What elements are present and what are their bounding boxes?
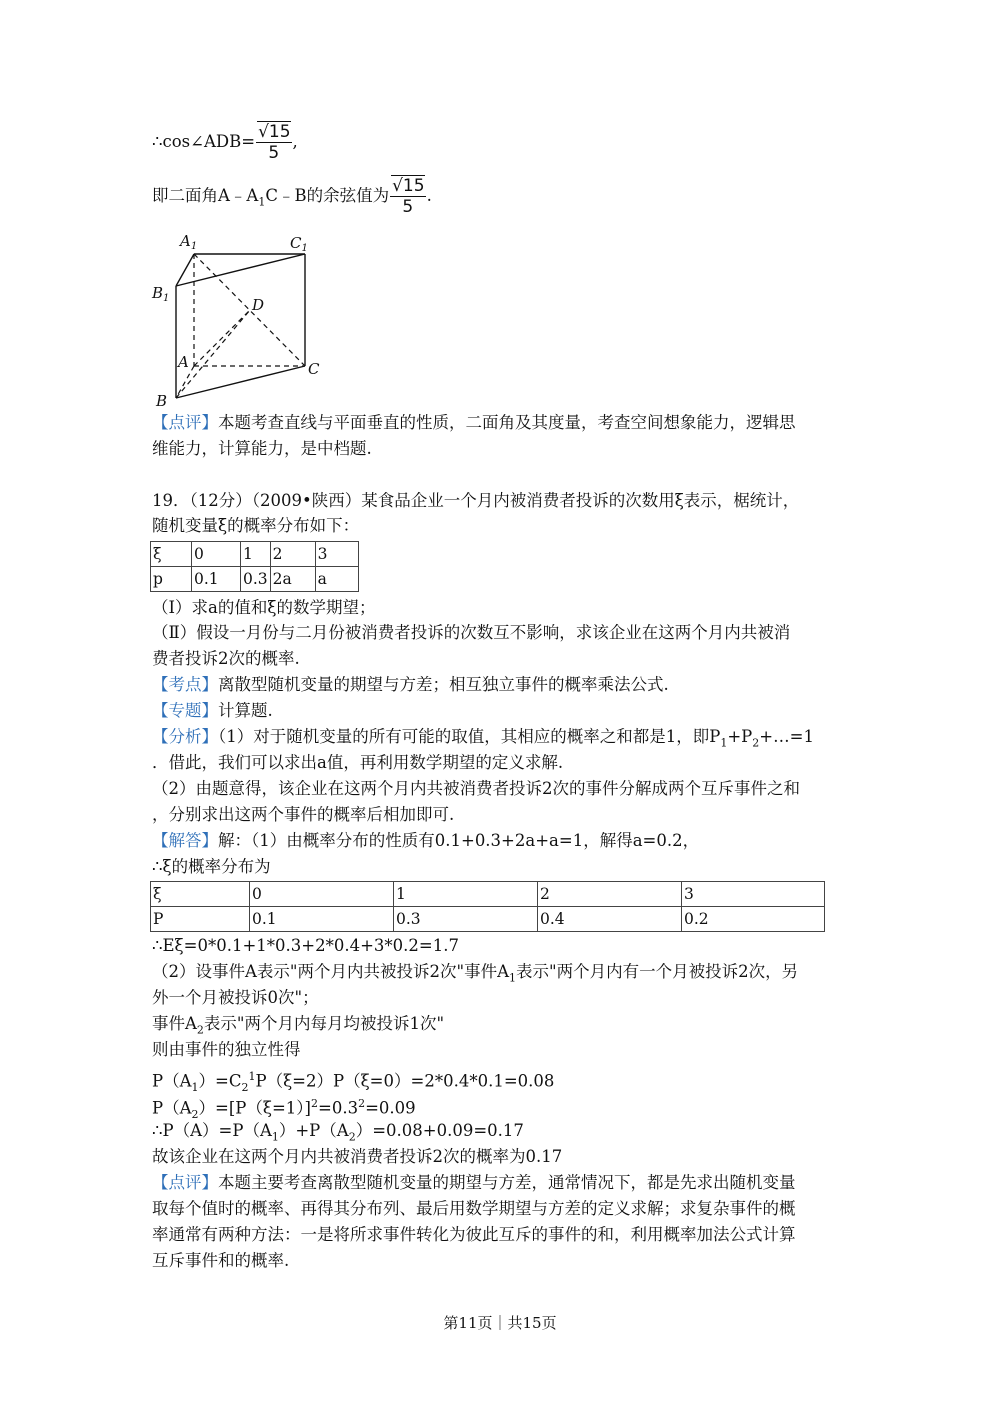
subscript: 2 — [752, 736, 760, 750]
fenxi-text: +…=1 — [759, 727, 814, 746]
independence-line: 则由事件的独立性得 — [152, 1040, 301, 1059]
jieda-line-1 — [152, 830, 699, 852]
fraction-denominator: 5 — [402, 197, 414, 217]
jieda-text: ∴P（A）=P（A — [152, 1121, 272, 1140]
edge-b1-c1 — [176, 254, 305, 286]
fenxi-line-4: ，分别求出这两个事件的概率后相加即可. — [152, 805, 455, 824]
label-sub: 1 — [190, 241, 198, 252]
subscript: 1 — [720, 736, 728, 750]
table-row — [151, 567, 359, 592]
fenxi-line-1 — [152, 726, 814, 754]
comma: , — [292, 132, 298, 151]
dihedral-mid: C﹣B的余弦值为 — [265, 186, 390, 205]
sqrt15-over-5-fraction — [256, 122, 291, 163]
jieda-text: ）=0.08+0.09=0.17 — [355, 1121, 524, 1140]
subscript: 2 — [196, 1023, 204, 1037]
jieda-tag: 【解答】 — [152, 831, 218, 850]
cos-prefix: ∴cos∠ADB= — [152, 132, 256, 151]
table-cell: 1 — [241, 542, 271, 567]
part2-line-2: 外一个月被投诉0次"； — [152, 988, 319, 1007]
table-row — [151, 907, 825, 932]
jieda-text: ）+P（A — [278, 1121, 349, 1140]
fraction-numerator: √15 — [258, 122, 291, 142]
superscript: 1 — [248, 1070, 256, 1083]
table-cell: 0.4 — [538, 907, 682, 932]
pa-line — [152, 1120, 524, 1148]
superscript: 2 — [311, 1097, 318, 1110]
zhuanti-line — [152, 700, 273, 722]
expectation-line: ∴Eξ=0*0.1+1*0.3+2*0.4+3*0.2=1.7 — [152, 936, 459, 955]
subscript: 1 — [509, 971, 517, 985]
dihedral-prefix: 即二面角A﹣A — [152, 186, 259, 205]
table-cell: ξ — [151, 542, 192, 567]
table-cell: 0 — [250, 882, 394, 907]
label-a: A — [178, 353, 189, 371]
fenxi-text: （1）对于随机变量的所有可能的取值，其相应的概率之和都是1，即P — [218, 727, 721, 746]
label-text: A — [180, 232, 191, 250]
review-text: 本题主要考查离散型随机变量的期望与方差，通常情况下，都是先求出随机变量 — [218, 1173, 796, 1192]
table-cell: a — [315, 567, 358, 592]
table-cell: 1 — [394, 882, 538, 907]
review-2 — [152, 1170, 842, 1274]
table-cell: 0.2 — [682, 907, 825, 932]
subscript: 1 — [258, 195, 266, 209]
fraction-denominator: 5 — [268, 143, 280, 163]
part2-line-1 — [152, 961, 798, 989]
review-text: 维能力，计算能力，是中档题. — [152, 439, 372, 458]
table-row — [151, 542, 359, 567]
table-cell: 0.3 — [241, 567, 271, 592]
kaodian-line — [152, 674, 669, 696]
kaodian-tag: 【考点】 — [152, 675, 218, 694]
table-cell: 0.3 — [394, 907, 538, 932]
review-text: 本题考查直线与平面垂直的性质，二面角及其度量，考查空间想象能力，逻辑思 — [218, 413, 796, 432]
subscript: 2 — [348, 1130, 356, 1144]
edge-b-c — [176, 366, 305, 398]
edge-a1-b1 — [176, 254, 194, 286]
table-cell: ξ — [151, 882, 250, 907]
segment-a-d-hidden — [194, 310, 250, 366]
label-b: B — [156, 392, 168, 410]
dihedral-line — [152, 176, 432, 217]
sqrt15-over-5-fraction — [390, 176, 425, 217]
solution-distribution-table — [150, 881, 825, 932]
label-sub: 1 — [163, 293, 170, 304]
label-b1 — [151, 284, 169, 304]
fraction-numerator: √15 — [392, 176, 425, 196]
review-1 — [152, 410, 842, 462]
label-text: B — [152, 284, 164, 302]
fenxi-line-3: （2）由题意得，该企业在这两个月内共被消费者投诉2次的事件分解成两个互斥事件之和 — [152, 779, 800, 798]
label-a1 — [178, 232, 197, 252]
jieda-text: 表示"两个月内有一个月被投诉2次，另 — [516, 962, 799, 981]
table-cell: 2 — [270, 542, 315, 567]
jieda-text: P（ξ=2）P（ξ=0）=2*0.4*0.1=0.08 — [255, 1071, 555, 1091]
table-cell: P — [151, 907, 250, 932]
label-c1 — [290, 234, 308, 254]
jieda-text: ）=C — [198, 1071, 242, 1091]
q19-distribution-table — [150, 541, 359, 592]
label-sub: 1 — [301, 243, 308, 254]
zhuanti-tag: 【专题】 — [152, 701, 218, 720]
table-row — [151, 882, 825, 907]
table-cell: 0 — [192, 542, 241, 567]
review-tag: 【点评】 — [152, 413, 218, 432]
q19-part2-line: （Ⅱ）假设一月份与二月份被消费者投诉的次数互不影响，求该企业在这两个月内共被消 — [152, 623, 791, 642]
review-tag: 【点评】 — [152, 1173, 218, 1192]
jieda-text: P（A — [152, 1071, 192, 1091]
jieda-text: 事件A — [152, 1014, 197, 1033]
subscript: 2 — [241, 1080, 249, 1094]
jieda-text: （2）设事件A表示"两个月内共被投诉2次"事件A — [152, 962, 510, 981]
label-text: C — [290, 234, 302, 252]
period: . — [426, 186, 432, 205]
review-text: 互斥事件和的概率. — [152, 1251, 290, 1270]
fenxi-line-2: ．借此，我们可以求出a值，再利用数学期望的定义求解. — [152, 753, 564, 772]
table-cell: 2 — [538, 882, 682, 907]
zhuanti-text: 计算题. — [218, 701, 273, 720]
subscript: 2 — [191, 1107, 199, 1121]
jieda-text: P（A — [152, 1098, 192, 1118]
jieda-text: ）=[P（ξ=1）] — [198, 1098, 311, 1118]
subscript: 1 — [191, 1080, 199, 1094]
subscript: 1 — [271, 1130, 279, 1144]
q19-subtitle: 随机变量ξ的概率分布如下： — [152, 516, 360, 535]
event-a2-line — [152, 1013, 444, 1041]
label-c: C — [308, 360, 320, 378]
prism-figure — [148, 228, 338, 410]
jieda-text: 解：（1）由概率分布的性质有0.1+0.3+2a+a=1，解得a=0.2， — [218, 831, 700, 850]
table-cell: 0.1 — [250, 907, 394, 932]
fenxi-tag: 【分析】 — [152, 727, 218, 746]
review-text: 取每个值时的概率、再得其分布列、最后用数学期望与方差的定义求解；求复杂事件的概 — [152, 1199, 796, 1218]
jieda-text: =0.09 — [365, 1098, 416, 1118]
q19-title: 19．（12分）（2009•陕西）某食品企业一个月内被消费者投诉的次数用ξ表示，椐统计， — [152, 491, 800, 510]
q19-part2 — [152, 620, 842, 672]
table-cell: 3 — [682, 882, 825, 907]
table-cell: 0.1 — [192, 567, 241, 592]
q19-part1: （Ⅰ）求a的值和ξ的数学期望； — [152, 598, 376, 617]
jieda-text: 表示"两个月内每月均被投诉1次" — [203, 1014, 445, 1033]
kaodian-text: 离散型随机变量的期望与方差；相互独立事件的概率乘法公式. — [218, 675, 669, 694]
fenxi-text: +P — [727, 727, 753, 746]
q19-part2-line: 费者投诉2次的概率. — [152, 649, 300, 668]
review-text: 率通常有两种方法：一是将所求事件转化为彼此互斥的事件的和，利用概率加法公式计算 — [152, 1225, 796, 1244]
jieda-line-2: ∴ξ的概率分布为 — [152, 857, 271, 876]
table-cell: p — [151, 567, 192, 592]
page-footer: 第11页｜共15页 — [443, 1314, 557, 1332]
superscript: 2 — [358, 1097, 366, 1110]
table-cell: 2a — [270, 567, 315, 592]
cos-adb-line — [152, 122, 298, 163]
table-cell: 3 — [315, 542, 358, 567]
diagonal-a1-c-hidden — [194, 254, 305, 366]
label-d: D — [252, 296, 265, 314]
jieda-text: =0.3 — [318, 1098, 359, 1118]
conclusion-line: 故该企业在这两个月内共被消费者投诉2次的概率为0.17 — [152, 1147, 563, 1166]
